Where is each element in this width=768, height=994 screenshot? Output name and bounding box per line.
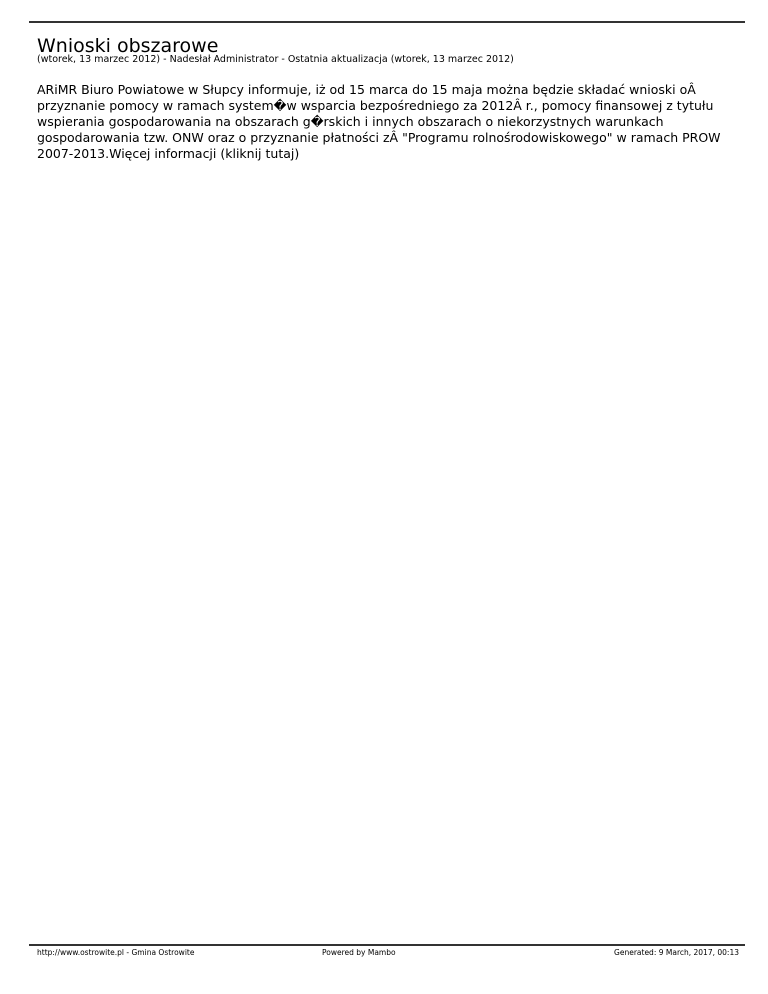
footer-generated-date: Generated: 9 March, 2017, 00:13 — [614, 948, 739, 957]
article-title: Wnioski obszarowe — [37, 35, 219, 57]
footer-powered-by: Powered by Mambo — [322, 948, 396, 957]
article-body: ARiMR Biuro Powiatowe w Słupcy informuje, iż od 15 marca do 15 maja można będzie składać wnioski oÂ przyznanie pomocy w ramach system�w wsparcia bezpośredniego za 2012Â r., pomocy finansowej z tytułu wspierania gospodarowania na obszarach g�rskich i innych obszarach o niekorzystnych warunkach gospodarowania tzw. ONW oraz o przyznanie płatności zÂ "Programu rolnośrodowiskowego" w ramach PROW 2007-2013.Więcej informacji (kliknij tutaj) — [37, 82, 721, 161]
footer-site-url: http://www.ostrowite.pl - Gmina Ostrowite — [37, 948, 195, 957]
article-meta: (wtorek, 13 marzec 2012) - Nadesłał Administrator - Ostatnia aktualizacja (wtorek, 13 marzec 2012) — [37, 54, 514, 65]
top-divider — [29, 21, 745, 23]
bottom-divider — [29, 944, 745, 946]
